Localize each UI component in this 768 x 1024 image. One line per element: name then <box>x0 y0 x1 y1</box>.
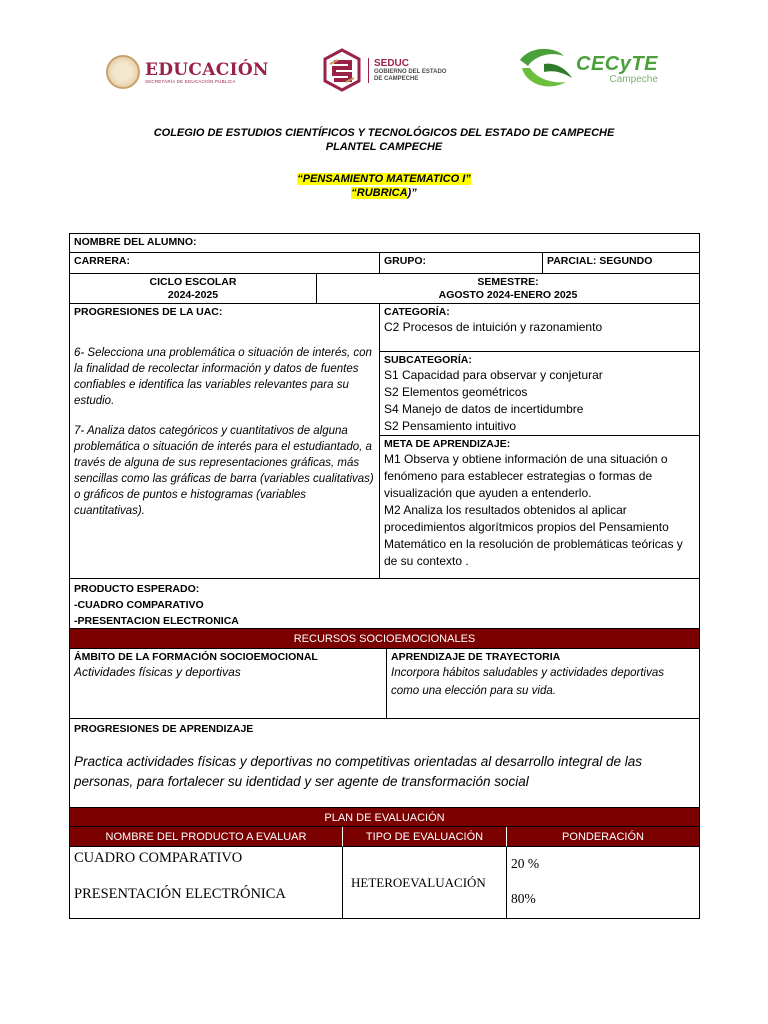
ciclo-cell <box>70 274 317 304</box>
subcategoria-label: SUBCATEGORÍA: <box>384 354 472 366</box>
seduc-logo <box>322 48 446 92</box>
producto-evaluar: CUADRO COMPARATIVO <box>74 850 243 866</box>
meta-m2: M2 Analiza los resultados obtenidos al aplicar procedimientos algorítmicos propios del Pensamiento Matemático en la resolución de problemáticas teóricas y de su contexto . <box>384 503 683 568</box>
progresion-6: 6- Selecciona una problemática o situación de interés, con la finalidad de recolectar información y datos de fuentes confiables e identifica las variables relevantes para su estudio. <box>74 347 372 407</box>
progresiones-uac-cell <box>70 304 380 579</box>
producto-item: -CUADRO COMPARATIVO <box>74 599 204 611</box>
header-ponderacion-label: PONDERACIÓN <box>562 831 644 843</box>
grupo-cell <box>380 253 543 274</box>
institution-line2: PLANTEL CAMPECHE <box>325 141 443 153</box>
educacion-subtitle: SECRETARÍA DE EDUCACIÓN PÚBLICA <box>145 78 236 84</box>
semestre-value: AGOSTO 2024-ENERO 2025 <box>438 289 578 301</box>
tipo-evaluacion-cell <box>343 847 507 918</box>
meta-cell <box>380 436 699 579</box>
progresiones-uac-label: PROGRESIONES DE LA UAC: <box>74 306 223 318</box>
cecyte-logo <box>514 44 658 94</box>
ambito-label: ÁMBITO DE LA FORMACIÓN SOCIOEMOCIONAL <box>74 651 318 663</box>
educacion-logo <box>106 54 269 90</box>
national-seal-icon <box>106 55 140 89</box>
educacion-wordmark: EDUCACIÓN <box>145 59 269 80</box>
parcial-cell <box>543 253 699 274</box>
cecyte-wordmark: CECyTE <box>576 52 658 75</box>
institution-line1: COLEGIO DE ESTUDIOS CIENTÍFICOS Y TECNOLÓGICOS DEL ESTADO DE CAMPECHE <box>153 127 615 139</box>
header-logos <box>0 44 768 100</box>
subcategoria-cell <box>380 352 699 436</box>
ponderacion-value: 80% <box>511 891 536 906</box>
subject-name: “PENSAMIENTO MATEMATICO I” <box>297 173 471 185</box>
document-type: “RUBRICA <box>351 187 408 199</box>
parcial-label: PARCIAL: SEGUNDO <box>547 255 653 267</box>
aprendizaje-label: APRENDIZAJE DE TRAYECTORIA <box>391 651 561 663</box>
meta-m1: M1 Observa y obtiene información de una situación o fenómeno para establecer estrategias o formas de visualización que ayuden a entenderlo. <box>384 452 668 500</box>
carrera-label: CARRERA: <box>74 255 130 267</box>
meta-label: META DE APRENDIZAJE: <box>384 438 511 450</box>
subcategoria-item: S2 Pensamiento intuitivo <box>384 419 517 433</box>
progresiones-aprendizaje-cell <box>70 719 699 808</box>
socioemocional-band <box>70 629 699 649</box>
ambito-value: Actividades físicas y deportivas <box>74 665 241 679</box>
document-type-tail: )” <box>407 187 417 199</box>
institution-title <box>0 126 768 154</box>
seduc-wordmark: SEDUC <box>374 57 410 69</box>
progresiones-aprendizaje-label: PROGRESIONES DE APRENDIZAJE <box>74 723 254 735</box>
seduc-hexagon-icon <box>322 48 362 92</box>
seduc-line2: DE CAMPECHE <box>374 75 419 82</box>
subcategoria-item: S4 Manejo de datos de incertidumbre <box>384 402 584 416</box>
aprendizaje-trayectoria-cell <box>387 649 699 719</box>
header-producto <box>70 827 343 847</box>
aprendizaje-value: Incorpora hábitos saludables y actividades deportivas como una elección para su vida. <box>391 667 664 697</box>
producto-item: -PRESENTACION ELECTRONICA <box>74 615 239 627</box>
socioemocional-title: RECURSOS SOCIOEMOCIONALES <box>293 633 476 645</box>
rubric-table <box>69 233 700 919</box>
progresiones-aprendizaje-value: Practica actividades físicas y deportivas no competitivas orientadas al desarrollo integral de las personas, para fortalecer su identidad y ser agente de transformación social <box>74 754 643 789</box>
cecyte-leaf-icon <box>514 44 578 94</box>
semestre-label: SEMESTRE: <box>477 276 539 288</box>
header-producto-label: NOMBRE DEL PRODUCTO A EVALUAR <box>105 831 307 843</box>
tipo-evaluacion: HETEROEVALUACIÓN <box>351 875 486 890</box>
student-name-cell <box>70 234 699 253</box>
semestre-cell <box>317 274 699 304</box>
ponderacion-cell <box>507 847 699 918</box>
header-ponderacion <box>507 827 699 847</box>
ponderacion-value: 20 % <box>511 856 540 871</box>
subcategoria-item: S2 Elementos geométricos <box>384 385 528 399</box>
ciclo-label: CICLO ESCOLAR <box>149 276 237 288</box>
evaluacion-title: PLAN DE EVALUACIÓN <box>324 812 445 824</box>
ambito-cell <box>70 649 387 719</box>
subcategoria-item: S1 Capacidad para observar y conjeturar <box>384 368 603 382</box>
ciclo-value: 2024-2025 <box>167 289 219 301</box>
carrera-cell <box>70 253 380 274</box>
cecyte-subtitle: Campeche <box>609 73 658 85</box>
producto-esperado-cell <box>70 579 699 629</box>
progresion-7: 7- Analiza datos categóricos y cuantitativos de alguna problemática o situación de interés para el estudiantado, a través de alguna de sus representaciones gráficas, más sencillas como las gráficas de barra (variables cualitativas) o gráficos de puntos e histogramas (variables cuantitativas). <box>74 425 374 517</box>
header-tipo <box>343 827 507 847</box>
grupo-label: GRUPO: <box>384 255 426 267</box>
subject-title <box>0 172 768 200</box>
producto-label: PRODUCTO ESPERADO: <box>74 583 200 595</box>
categoria-label: CATEGORÍA: <box>384 306 450 318</box>
categoria-value: C2 Procesos de intuición y razonamiento <box>384 320 603 334</box>
seduc-line1: GOBIERNO DEL ESTADO <box>374 68 447 75</box>
evaluacion-band <box>70 808 699 827</box>
student-name-label: NOMBRE DEL ALUMNO: <box>74 236 197 248</box>
header-tipo-label: TIPO DE EVALUACIÓN <box>365 831 484 843</box>
producto-evaluar: PRESENTACIÓN ELECTRÓNICA <box>74 886 286 902</box>
categoria-cell <box>380 304 699 352</box>
productos-evaluar-cell <box>70 847 343 918</box>
